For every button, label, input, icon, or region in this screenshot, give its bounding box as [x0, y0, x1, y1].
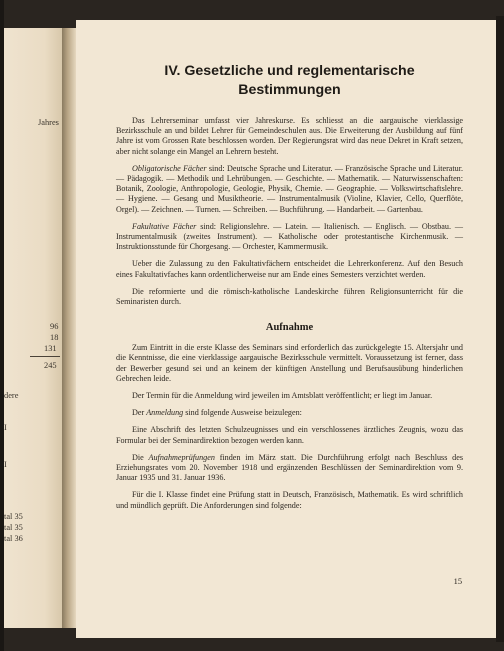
intro-paragraph: Das Lehrerseminar umfasst vier Jahreskurse. Es schliesst an die aargauische vierklassige Bezirksschule an und bildet Lehrer für Gemeindeschulen aus. Die Erweiterung der Ausbildung auf fünf Jahre ist vom Grossen Rate beschlossen worden. Der Regierungsrat wird das neue Dekret in Kraft setzen, aber nicht solange ein Mangel an Lehrern besteht.	[116, 116, 463, 156]
left-fragment: I	[4, 460, 7, 469]
documents-paragraph: Eine Abschrift des letzten Schulzeugnisses und ein verschlossenes ärztliches Zeugnis, wozu das Formular bei der Seminardirektion bezogen werden kann.	[116, 425, 463, 445]
left-fragment: 245	[44, 361, 57, 370]
obligatory-subjects-label: Obligatorische Fächer	[132, 163, 207, 173]
optional-admission-paragraph: Ueber die Zulassung zu den Fakultativfächern entscheidet die Lehrerkonferenz. Auf den Besuch eines Fakultativfaches kann ordentlicherweise nur am Ende eines Semesters verzichtet werden.	[116, 259, 463, 279]
right-edge	[496, 16, 504, 642]
registration-prefix: Der	[132, 408, 147, 418]
left-fragment: Jahres	[38, 118, 59, 127]
left-fragment: tal 35	[4, 512, 23, 521]
left-fragment: I	[4, 423, 7, 432]
left-fragment: dere	[4, 391, 19, 400]
left-fragment: tal 35	[4, 523, 23, 532]
previous-page-edge	[4, 28, 62, 628]
first-class-exam-paragraph: Für die I. Klasse findet eine Prüfung statt in Deutsch, Französisch, Mathematik. Es wird schriftlich und mündlich geprüft. Die Anforderungen sind folgende:	[116, 490, 463, 510]
page-number: 15	[453, 577, 462, 586]
religion-paragraph: Die reformierte und die römisch-katholische Landeskirche führen Religionsunterricht für die Seminaristen durch.	[116, 286, 463, 307]
left-fragment: 96	[50, 322, 59, 331]
obligatory-subjects-paragraph	[116, 164, 463, 215]
registration-documents-intro	[116, 408, 463, 418]
registration-label: Anmeldung	[146, 408, 184, 418]
registration-date-paragraph: Der Termin für die Anmeldung wird jeweilen im Amtsblatt veröffentlicht; er liegt im Januar.	[132, 391, 433, 401]
left-fragment: tal 36	[4, 534, 23, 543]
page-content	[116, 62, 463, 511]
optional-subjects-paragraph	[116, 222, 463, 253]
registration-suffix: sind folgende Ausweise beizulegen:	[183, 408, 302, 418]
section-title: Aufnahme	[265, 322, 314, 334]
left-fragment: 18	[50, 333, 59, 342]
admission-requirements-paragraph: Zum Eintritt in die erste Klasse des Seminars sind erforderlich das zurückgelegte 15. Altersjahr und die Kenntnisse, die eine vierklassige aargauische Bezirksschule vermittelt. Voraussetzung ist ferner, dass der Bewerber gesund sei und an keinem der künftigen Anstellung und Berufsausübung hinderlichen Gebrechen leide.	[116, 343, 463, 383]
obligatory-subjects-text: sind: Deutsche Sprache und Literatur. — Französische Sprache und Literatur. — Pädagogik. — Methodik und Lehrübungen. — Geschichte. — Mathematik. — Naturwissenschaften: Botanik, Zoologie, Anthropologie, Geologie, Physik, Chemie. — Geographie. — Volkswirtschaftslehre. — Hygiene. — Gesang und Musiktheorie. — Instrumentalmusik (Violine, Klavier, Cello, Querflöte, Orgel). — Zeichnen. — Turnen. — Schreiben. — Buchführung. — Handarbeit. — Gartenbau.	[116, 163, 463, 214]
exam-prefix: Die	[132, 452, 149, 462]
page-gutter	[62, 28, 76, 628]
exam-suffix: finden im März statt. Die Durchführung erfolgt nach Beschluss des Erziehungsrates vom 20. November 1918 und ergänzenden Beschlüssen der Seminardirektion vom 9. Januar 1935 und 31. Januar 1936.	[116, 452, 463, 483]
sum-rule	[30, 356, 60, 357]
optional-subjects-label: Fakultative Fächer	[132, 221, 197, 231]
exam-label: Aufnahmeprüfungen	[148, 452, 215, 462]
entrance-exam-paragraph	[116, 453, 463, 484]
chapter-heading-line1: IV. Gesetzliche und reglementarische	[164, 63, 415, 79]
chapter-heading-line2: Bestimmungen	[238, 82, 341, 98]
optional-subjects-text: sind: Religionslehre. — Latein. — Italienisch. — Englisch. — Obstbau. — Instrumentalmusik (zweites Instrument). — Katholische oder protestantische Kirchenmusik. — Instruktionsstunde für Chorgesang. — Orchester, Kammermusik.	[116, 221, 464, 252]
book-page	[76, 20, 496, 638]
chapter-heading	[116, 62, 463, 100]
left-fragment: 131	[44, 344, 57, 353]
